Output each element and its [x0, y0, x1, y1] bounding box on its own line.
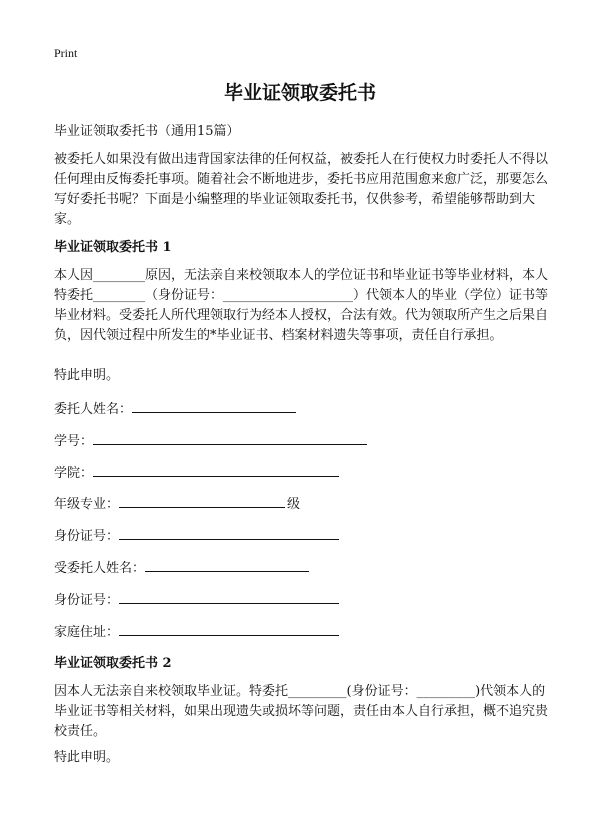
field-label: 家庭住址：	[54, 625, 120, 640]
field-label: 学院：	[54, 466, 94, 481]
field-blank	[119, 589, 339, 604]
field-blank	[93, 462, 339, 477]
intro-paragraph: 被委托人如果没有做出违背国家法律的任何权益，被委托人在行使权力时委托人不得以任何理由反悔委托事项。随着社会不断地进步，委托书应用范围愈来愈广泛，那要怎么写好委托书呢？下面是小编整理的毕业证领取委托书，仅供参考，希望能够帮助到大家。	[54, 152, 549, 227]
field-label: 学号：	[54, 434, 94, 449]
print-link[interactable]: Print	[54, 46, 78, 60]
field-blank	[145, 557, 309, 572]
section-1-declaration: 特此申明。	[54, 368, 120, 383]
document-subtitle: 毕业证领取委托书（通用15篇）	[54, 124, 240, 139]
form-field-principal-name	[54, 398, 296, 418]
field-suffix: 级	[287, 497, 301, 512]
field-label: 身份证号：	[54, 529, 120, 544]
form-field-grade-major	[54, 493, 300, 513]
page-title: 毕业证领取委托书	[223, 82, 376, 104]
section-2-body: 因本人无法亲自来校领取毕业证。特委托_________(身份证号：_________)代领本人的毕业证书等相关材料，如果出现遗失或损坏等问题，责任由本人自行承担，概不追究贵校责任。	[54, 684, 549, 739]
form-field-agent-id-number	[54, 589, 339, 609]
field-blank	[93, 430, 367, 445]
section-2-declaration: 特此申明。	[54, 750, 120, 765]
field-blank	[119, 493, 285, 508]
form-field-home-address	[54, 621, 339, 641]
form-field-student-id	[54, 430, 367, 450]
field-label: 身份证号：	[54, 593, 120, 608]
form-field-agent-name	[54, 557, 309, 577]
section-2-heading: 毕业证领取委托书 2	[54, 656, 172, 671]
field-blank	[132, 398, 296, 413]
field-label: 年级专业：	[54, 497, 120, 512]
field-blank	[119, 525, 339, 540]
field-label: 受委托人姓名：	[54, 561, 146, 576]
field-blank	[119, 621, 339, 636]
section-1-body: 本人因________原因，无法亲自来校领取本人的学位证书和毕业证书等毕业材料，本人特委托________（身份证号：____________________）代领本人的毕业（学位）证书等毕业材料。受委托人所代理领取行为经本人授权，合法有效。代为领取所产生之后果自负，因代领过程中所发生的*毕业证书、档案材料遗失等事项，责任自行承担。	[54, 268, 549, 343]
form-field-college	[54, 462, 339, 482]
field-label: 委托人姓名：	[54, 402, 133, 417]
form-field-principal-id-number	[54, 525, 339, 545]
section-1-heading: 毕业证领取委托书 1	[54, 240, 172, 255]
